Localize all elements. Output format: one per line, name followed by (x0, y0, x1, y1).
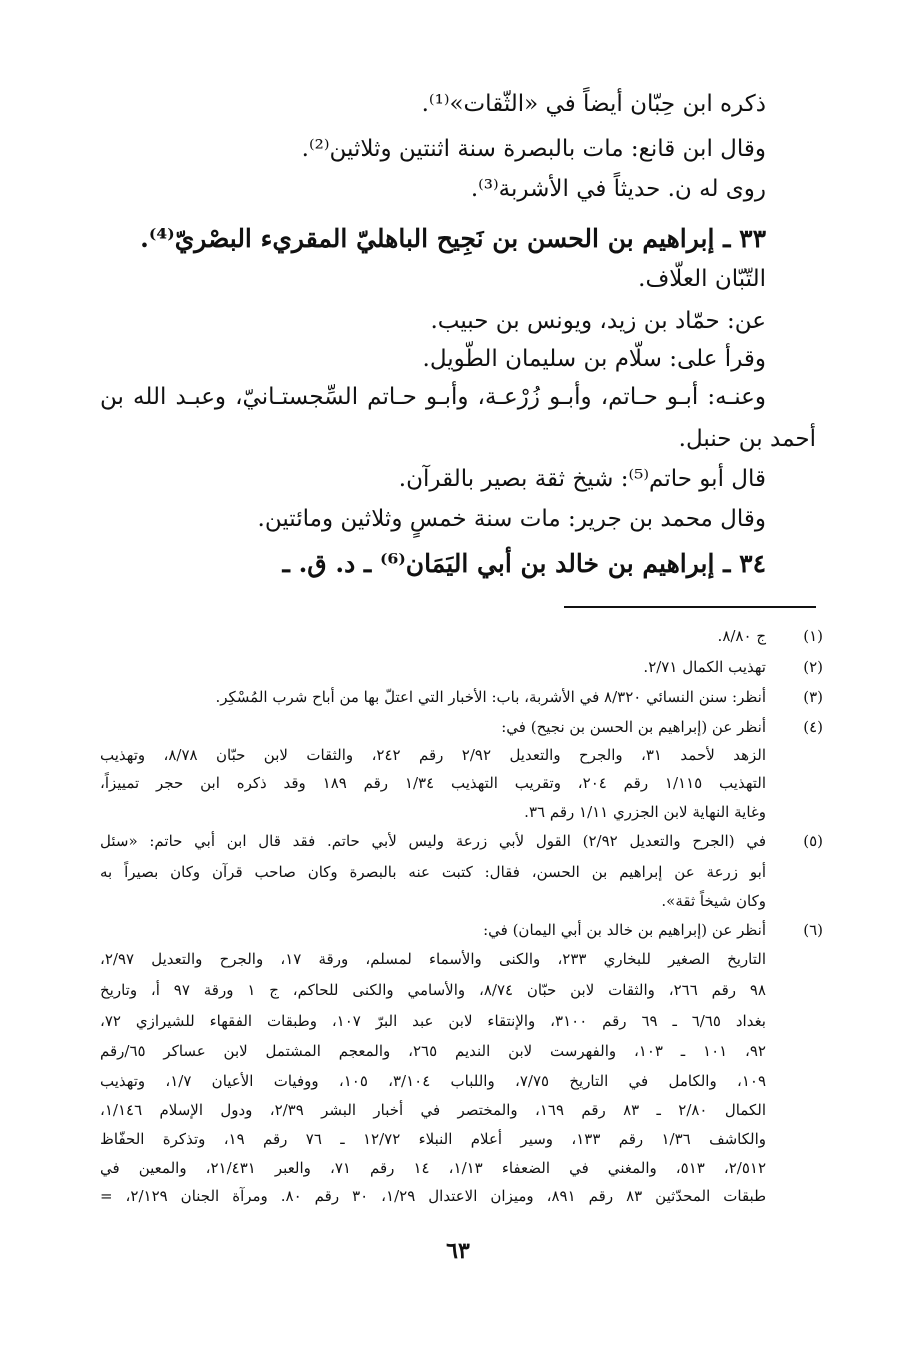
footnote-line: ١٠٩، والكامل في التاريخ ٧/٧٥، واللباب ٣/١٠٤، ١٠٥، ووفيات الأعيان ١/٧، وتهذيب (100, 1072, 766, 1090)
footnote-number: (٢) (803, 658, 823, 676)
footnote-line: ٩٢، ١٠١ ـ ١٠٣، والفهرست لابن النديم ٢٦٥، والمعجم المشتمل لابن عساكر ٦٥/رقم (100, 1042, 766, 1060)
body-line: وقرأ على: سلّام بن سليمان الطّويل. (422, 346, 766, 372)
footnote-line: والكاشف ١/٣٦ رقم ١٣٣، وسير أعلام النبلاء ١٢/٧٢ ـ ٧٦ رقم ١٩، وتذكرة الحفّاظ (100, 1130, 767, 1148)
page-number: ٦٣ (446, 1238, 470, 1264)
entry-heading-33: ٣٣ ـ إبراهيم بن الحسن بن نَجِيح الباهليّ المقريء البصْريّ⁽⁴⁾. (140, 224, 766, 253)
footnote-number: (٣) (803, 688, 823, 706)
body-line: عن: حمّاد بن زيد، ويونس بن حبيب. (430, 308, 766, 334)
footnote-line: ج ٨/٨٠. (717, 627, 766, 645)
footnote-line: أنظر: سنن النسائي ٨/٣٢٠ في الأشربة، باب: الأخبار التي اعتلّ بها من أباح شرب المُسْكِر. (215, 688, 766, 706)
footnote-line: تهذيب الكمال ٢/٧١. (643, 658, 766, 676)
body-line: التّبّان العلّاف. (638, 266, 766, 292)
entry-heading-34: ٣٤ ـ إبراهيم بن خالد بن أبي اليَمَان⁽⁶⁾ ـ د. ق. ـ (282, 549, 766, 578)
body-line: وقال ابن قانع: مات بالبصرة سنة اثنتين وثلاثين⁽²⁾. (301, 136, 766, 162)
footnote-line: بغداد ٦/٦٥ ـ ٦٩ رقم ٣١٠٠، والإنتقاء لابن عبد البرّ ١٠٧، وطبقات الفقهاء للشيرازي ٧٢، (100, 1012, 766, 1030)
footnote-separator (564, 606, 816, 608)
footnote-line: الزهد لأحمد ٣١، والجرح والتعديل ٢/٩٢ رقم ٢٤٢، والثقات لابن حبّان ٨/٧٨، وتهذيب (100, 746, 766, 764)
footnote-number: (٦) (803, 921, 823, 939)
body-line: وعنـه: أبـو حـاتم، وأبـو زُرْعـة، وأبـو حـاتم السِّجستـانيّ، وعبـد الله بن (100, 384, 766, 410)
footnote-line: في (الجرح والتعديل ٢/٩٢) القول لأبي زرعة وليس لأبي حاتم. فقد قال ابن أبي حاتم: «سئل (100, 832, 766, 850)
footnote-line: طبقات المحدّثين ٨٣ رقم ٨٩١، وميزان الاعتدال ١/٢٩، ٣٠ رقم ٨٠. ومرآة الجنان ٢/١٢٩، = (100, 1187, 767, 1205)
body-line: وقال محمد بن جرير: مات سنة خمسٍ وثلاثين ومائتين. (257, 506, 766, 532)
footnote-line: أنظر عن (إبراهيم بن خالد بن أبي اليمان) في: (483, 921, 766, 939)
body-line: ذكره ابن حِبّان أيضاً في «الثّقات»⁽¹⁾. (421, 91, 766, 117)
footnote-line: أنظر عن (إبراهيم بن الحسن بن نجيح) في: (501, 718, 766, 736)
footnote-line: وغاية النهاية لابن الجزري ١/١١ رقم ٣٦. (524, 803, 766, 821)
body-line: روى له ن. حديثاً في الأشربة⁽³⁾. (470, 176, 766, 202)
footnote-line: ٢/٥١٢، ٥١٣، والمغني في الضعفاء ١/١٣، ١٤ رقم ٧١، والعبر ٢١/٤٣١، والمعين في (100, 1159, 766, 1177)
footnote-line: أبو زرعة عن إبراهيم بن الحسن، فقال: كتبت عنه بالبصرة وكان صاحب قرآن وكان بصيراً به (100, 863, 766, 881)
body-line: قال أبو حاتم⁽⁵⁾: شيخ ثقة بصير بالقرآن. (398, 466, 766, 492)
footnote-line: وكان شيخاً ثقة». (661, 892, 766, 910)
footnote-number: (٤) (803, 718, 823, 736)
footnote-line: الكمال ٢/٨٠ ـ ٨٣ رقم ١٦٩، والمختصر في أخبار البشر ٢/٣٩، ودول الإسلام ١/١٤٦، (100, 1101, 766, 1119)
footnote-line: التاريخ الصغير للبخاري ٢٣٣، والكنى والأسماء لمسلم، ورقة ١٧، والجرح والتعديل ٢/٩٧، (100, 950, 767, 968)
footnote-line: ٩٨ رقم ٢٦٦، والثقات لابن حبّان ٨/٧٤، والأسامي والكنى للحاكم، ج ١ ورقة ٩٧ أ، وتاريخ (100, 981, 766, 999)
footnote-number: (١) (803, 627, 823, 645)
body-line: أحمد بن حنبل. (678, 426, 816, 452)
footnote-line: التهذيب ١/١١٥ رقم ٢٠٤، وتقريب التهذيب ١/٣٤ رقم ١٨٩ وقد ذكره ابن حجر تمييزاً، (100, 774, 767, 792)
footnote-number: (٥) (803, 832, 823, 850)
